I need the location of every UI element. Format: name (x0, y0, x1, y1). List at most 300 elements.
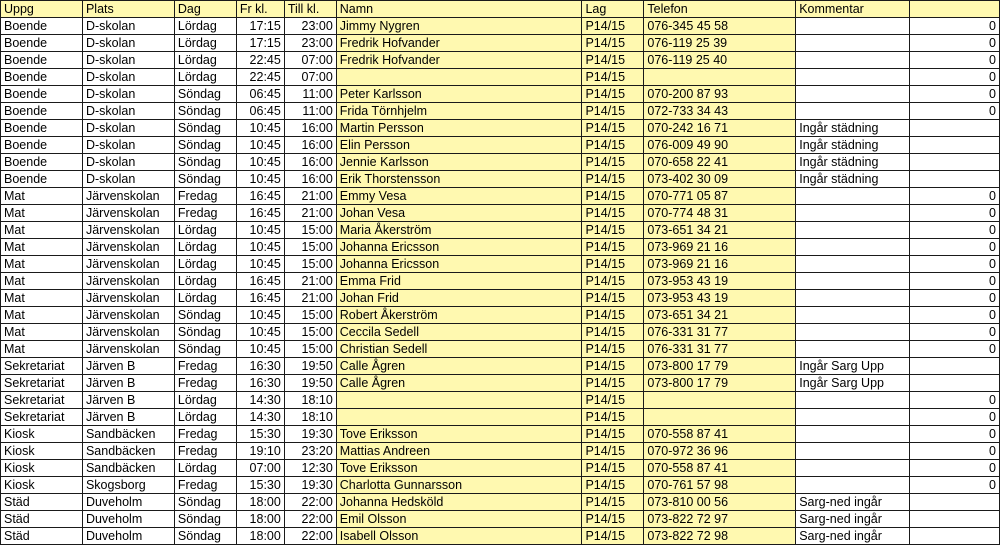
cell-dag[interactable]: Lördag (174, 460, 236, 477)
cell-lag[interactable]: P14/15 (582, 477, 644, 494)
cell-uppg[interactable]: Boende (1, 86, 83, 103)
cell-telefon[interactable]: 070-558 87 41 (644, 460, 796, 477)
cell-dag[interactable]: Fredag (174, 375, 236, 392)
cell-till-kl[interactable]: 18:10 (284, 409, 336, 426)
cell-till-kl[interactable]: 21:00 (284, 273, 336, 290)
cell-kommentar[interactable]: Ingår städning (796, 171, 910, 188)
cell-telefon[interactable] (644, 392, 796, 409)
cell-fr-kl[interactable]: 10:45 (236, 222, 284, 239)
cell-dag[interactable]: Söndag (174, 511, 236, 528)
cell-till-kl[interactable]: 15:00 (284, 256, 336, 273)
cell-dag[interactable]: Söndag (174, 494, 236, 511)
cell-dag[interactable]: Lördag (174, 18, 236, 35)
cell-namn[interactable]: Robert Åkerström (336, 307, 582, 324)
cell-telefon[interactable]: 070-771 05 87 (644, 188, 796, 205)
cell-kommentar[interactable] (796, 443, 910, 460)
cell-extra[interactable]: 0 (910, 35, 1000, 52)
cell-till-kl[interactable]: 11:00 (284, 103, 336, 120)
cell-telefon[interactable]: 070-242 16 71 (644, 120, 796, 137)
cell-fr-kl[interactable]: 10:45 (236, 256, 284, 273)
cell-plats[interactable]: Järvenskolan (82, 256, 174, 273)
cell-kommentar[interactable] (796, 222, 910, 239)
cell-fr-kl[interactable]: 18:00 (236, 528, 284, 545)
cell-plats[interactable]: D-skolan (82, 154, 174, 171)
cell-telefon[interactable]: 073-822 72 97 (644, 511, 796, 528)
cell-namn[interactable]: Johan Vesa (336, 205, 582, 222)
cell-extra[interactable]: 0 (910, 324, 1000, 341)
cell-kommentar[interactable]: Ingår Sarg Upp (796, 375, 910, 392)
cell-telefon[interactable]: 076-331 31 77 (644, 341, 796, 358)
cell-plats[interactable]: D-skolan (82, 86, 174, 103)
cell-namn[interactable]: Emmy Vesa (336, 188, 582, 205)
cell-namn[interactable] (336, 392, 582, 409)
cell-extra[interactable]: 0 (910, 443, 1000, 460)
cell-lag[interactable]: P14/15 (582, 375, 644, 392)
cell-plats[interactable]: D-skolan (82, 103, 174, 120)
cell-dag[interactable]: Söndag (174, 528, 236, 545)
cell-namn[interactable]: Tove Eriksson (336, 460, 582, 477)
cell-dag[interactable]: Söndag (174, 137, 236, 154)
cell-uppg[interactable]: Mat (1, 341, 83, 358)
cell-uppg[interactable]: Städ (1, 528, 83, 545)
cell-telefon[interactable]: 072-733 34 43 (644, 103, 796, 120)
cell-fr-kl[interactable]: 10:45 (236, 239, 284, 256)
cell-dag[interactable]: Fredag (174, 443, 236, 460)
cell-till-kl[interactable]: 19:30 (284, 477, 336, 494)
cell-namn[interactable]: Calle Ågren (336, 375, 582, 392)
cell-extra[interactable] (910, 154, 1000, 171)
cell-lag[interactable]: P14/15 (582, 222, 644, 239)
cell-extra[interactable] (910, 511, 1000, 528)
cell-fr-kl[interactable]: 10:45 (236, 341, 284, 358)
cell-extra[interactable]: 0 (910, 290, 1000, 307)
cell-till-kl[interactable]: 15:00 (284, 324, 336, 341)
cell-plats[interactable]: Järven B (82, 358, 174, 375)
cell-till-kl[interactable]: 23:00 (284, 35, 336, 52)
header-fr-kl[interactable]: Fr kl. (236, 1, 284, 18)
cell-lag[interactable]: P14/15 (582, 52, 644, 69)
cell-extra[interactable]: 0 (910, 205, 1000, 222)
cell-till-kl[interactable]: 11:00 (284, 86, 336, 103)
cell-fr-kl[interactable]: 14:30 (236, 392, 284, 409)
cell-lag[interactable]: P14/15 (582, 290, 644, 307)
header-empty[interactable] (910, 1, 1000, 18)
cell-kommentar[interactable] (796, 426, 910, 443)
cell-till-kl[interactable]: 16:00 (284, 137, 336, 154)
cell-lag[interactable]: P14/15 (582, 256, 644, 273)
cell-namn[interactable]: Tove Eriksson (336, 426, 582, 443)
cell-lag[interactable]: P14/15 (582, 409, 644, 426)
cell-plats[interactable]: Järvenskolan (82, 222, 174, 239)
cell-till-kl[interactable]: 19:30 (284, 426, 336, 443)
cell-dag[interactable]: Lördag (174, 273, 236, 290)
cell-dag[interactable]: Fredag (174, 188, 236, 205)
cell-extra[interactable]: 0 (910, 18, 1000, 35)
cell-extra[interactable]: 0 (910, 52, 1000, 69)
cell-kommentar[interactable] (796, 409, 910, 426)
cell-telefon[interactable]: 070-774 48 31 (644, 205, 796, 222)
cell-uppg[interactable]: Städ (1, 494, 83, 511)
cell-fr-kl[interactable]: 15:30 (236, 477, 284, 494)
cell-till-kl[interactable]: 23:00 (284, 18, 336, 35)
cell-extra[interactable]: 0 (910, 222, 1000, 239)
cell-namn[interactable]: Jimmy Nygren (336, 18, 582, 35)
cell-till-kl[interactable]: 15:00 (284, 341, 336, 358)
cell-lag[interactable]: P14/15 (582, 86, 644, 103)
cell-fr-kl[interactable]: 10:45 (236, 307, 284, 324)
cell-dag[interactable]: Lördag (174, 239, 236, 256)
cell-telefon[interactable]: 070-972 36 96 (644, 443, 796, 460)
cell-telefon[interactable]: 076-345 45 58 (644, 18, 796, 35)
cell-telefon[interactable]: 073-800 17 79 (644, 358, 796, 375)
cell-till-kl[interactable]: 12:30 (284, 460, 336, 477)
cell-lag[interactable]: P14/15 (582, 205, 644, 222)
cell-namn[interactable]: Mattias Andreen (336, 443, 582, 460)
cell-lag[interactable]: P14/15 (582, 307, 644, 324)
cell-till-kl[interactable]: 22:00 (284, 494, 336, 511)
cell-till-kl[interactable]: 21:00 (284, 188, 336, 205)
cell-plats[interactable]: Duveholm (82, 528, 174, 545)
cell-telefon[interactable] (644, 69, 796, 86)
cell-plats[interactable]: Järvenskolan (82, 290, 174, 307)
cell-namn[interactable]: Ceccila Sedell (336, 324, 582, 341)
cell-plats[interactable]: Sandbäcken (82, 460, 174, 477)
cell-telefon[interactable]: 073-402 30 09 (644, 171, 796, 188)
cell-extra[interactable]: 0 (910, 392, 1000, 409)
cell-dag[interactable]: Fredag (174, 426, 236, 443)
header-namn[interactable]: Namn (336, 1, 582, 18)
cell-fr-kl[interactable]: 16:45 (236, 188, 284, 205)
cell-till-kl[interactable]: 21:00 (284, 290, 336, 307)
cell-namn[interactable]: Christian Sedell (336, 341, 582, 358)
cell-namn[interactable]: Martin Persson (336, 120, 582, 137)
cell-lag[interactable]: P14/15 (582, 358, 644, 375)
cell-telefon[interactable]: 076-009 49 90 (644, 137, 796, 154)
cell-dag[interactable]: Söndag (174, 307, 236, 324)
cell-till-kl[interactable]: 21:00 (284, 205, 336, 222)
cell-namn[interactable]: Fredrik Hofvander (336, 35, 582, 52)
cell-kommentar[interactable] (796, 341, 910, 358)
cell-extra[interactable] (910, 120, 1000, 137)
cell-telefon[interactable]: 073-969 21 16 (644, 256, 796, 273)
cell-plats[interactable]: Duveholm (82, 511, 174, 528)
cell-uppg[interactable]: Boende (1, 35, 83, 52)
cell-kommentar[interactable] (796, 18, 910, 35)
cell-uppg[interactable]: Sekretariat (1, 392, 83, 409)
cell-lag[interactable]: P14/15 (582, 443, 644, 460)
cell-fr-kl[interactable]: 18:00 (236, 494, 284, 511)
cell-fr-kl[interactable]: 16:30 (236, 358, 284, 375)
cell-plats[interactable]: Järven B (82, 409, 174, 426)
cell-till-kl[interactable]: 22:00 (284, 511, 336, 528)
cell-fr-kl[interactable]: 16:30 (236, 375, 284, 392)
cell-extra[interactable] (910, 375, 1000, 392)
cell-plats[interactable]: D-skolan (82, 120, 174, 137)
cell-plats[interactable]: D-skolan (82, 171, 174, 188)
cell-dag[interactable]: Fredag (174, 205, 236, 222)
cell-extra[interactable] (910, 528, 1000, 545)
cell-kommentar[interactable] (796, 324, 910, 341)
cell-namn[interactable]: Erik Thorstensson (336, 171, 582, 188)
cell-fr-kl[interactable]: 06:45 (236, 86, 284, 103)
cell-fr-kl[interactable]: 07:00 (236, 460, 284, 477)
cell-telefon[interactable]: 073-953 43 19 (644, 273, 796, 290)
cell-telefon[interactable]: 070-200 87 93 (644, 86, 796, 103)
cell-namn[interactable]: Johanna Ericsson (336, 239, 582, 256)
cell-telefon[interactable] (644, 409, 796, 426)
cell-dag[interactable]: Lördag (174, 52, 236, 69)
cell-kommentar[interactable] (796, 477, 910, 494)
cell-namn[interactable]: Isabell Olsson (336, 528, 582, 545)
cell-till-kl[interactable]: 15:00 (284, 222, 336, 239)
cell-extra[interactable]: 0 (910, 188, 1000, 205)
header-telefon[interactable]: Telefon (644, 1, 796, 18)
header-uppg[interactable]: Uppg (1, 1, 83, 18)
cell-dag[interactable]: Lördag (174, 256, 236, 273)
cell-uppg[interactable]: Mat (1, 324, 83, 341)
cell-kommentar[interactable] (796, 35, 910, 52)
cell-fr-kl[interactable]: 16:45 (236, 273, 284, 290)
cell-uppg[interactable]: Mat (1, 290, 83, 307)
cell-extra[interactable] (910, 171, 1000, 188)
cell-telefon[interactable]: 076-119 25 39 (644, 35, 796, 52)
cell-fr-kl[interactable]: 22:45 (236, 69, 284, 86)
header-kommentar[interactable]: Kommentar (796, 1, 910, 18)
header-till-kl[interactable]: Till kl. (284, 1, 336, 18)
cell-lag[interactable]: P14/15 (582, 120, 644, 137)
cell-namn[interactable]: Fredrik Hofvander (336, 52, 582, 69)
cell-dag[interactable]: Lördag (174, 69, 236, 86)
cell-kommentar[interactable]: Sarg-ned ingår (796, 511, 910, 528)
cell-telefon[interactable]: 073-651 34 21 (644, 307, 796, 324)
cell-plats[interactable]: Skogsborg (82, 477, 174, 494)
cell-namn[interactable]: Peter Karlsson (336, 86, 582, 103)
cell-plats[interactable]: Järvenskolan (82, 341, 174, 358)
cell-dag[interactable]: Fredag (174, 477, 236, 494)
cell-plats[interactable]: Järvenskolan (82, 273, 174, 290)
cell-extra[interactable]: 0 (910, 341, 1000, 358)
cell-kommentar[interactable]: Ingår städning (796, 120, 910, 137)
cell-till-kl[interactable]: 16:00 (284, 154, 336, 171)
cell-extra[interactable] (910, 494, 1000, 511)
cell-kommentar[interactable]: Ingår städning (796, 154, 910, 171)
cell-extra[interactable]: 0 (910, 477, 1000, 494)
cell-lag[interactable]: P14/15 (582, 171, 644, 188)
cell-namn[interactable]: Frida Törnhjelm (336, 103, 582, 120)
cell-till-kl[interactable]: 19:50 (284, 358, 336, 375)
cell-fr-kl[interactable]: 17:15 (236, 18, 284, 35)
cell-uppg[interactable]: Mat (1, 256, 83, 273)
cell-uppg[interactable]: Boende (1, 52, 83, 69)
cell-plats[interactable]: Järvenskolan (82, 239, 174, 256)
cell-dag[interactable]: Söndag (174, 171, 236, 188)
cell-lag[interactable]: P14/15 (582, 239, 644, 256)
cell-fr-kl[interactable]: 17:15 (236, 35, 284, 52)
cell-plats[interactable]: Järvenskolan (82, 205, 174, 222)
cell-kommentar[interactable] (796, 103, 910, 120)
header-plats[interactable]: Plats (82, 1, 174, 18)
cell-uppg[interactable]: Kiosk (1, 460, 83, 477)
cell-uppg[interactable]: Mat (1, 273, 83, 290)
cell-extra[interactable]: 0 (910, 256, 1000, 273)
cell-fr-kl[interactable]: 10:45 (236, 171, 284, 188)
cell-lag[interactable]: P14/15 (582, 188, 644, 205)
cell-kommentar[interactable] (796, 52, 910, 69)
cell-uppg[interactable]: Kiosk (1, 426, 83, 443)
cell-telefon[interactable]: 076-331 31 77 (644, 324, 796, 341)
cell-lag[interactable]: P14/15 (582, 494, 644, 511)
cell-kommentar[interactable]: Ingår Sarg Upp (796, 358, 910, 375)
cell-kommentar[interactable] (796, 256, 910, 273)
cell-plats[interactable]: D-skolan (82, 52, 174, 69)
cell-dag[interactable]: Fredag (174, 358, 236, 375)
cell-fr-kl[interactable]: 10:45 (236, 137, 284, 154)
cell-lag[interactable]: P14/15 (582, 18, 644, 35)
cell-fr-kl[interactable]: 10:45 (236, 324, 284, 341)
cell-fr-kl[interactable]: 18:00 (236, 511, 284, 528)
cell-lag[interactable]: P14/15 (582, 69, 644, 86)
cell-uppg[interactable]: Boende (1, 18, 83, 35)
cell-telefon[interactable]: 073-810 00 56 (644, 494, 796, 511)
cell-uppg[interactable]: Boende (1, 171, 83, 188)
cell-extra[interactable]: 0 (910, 239, 1000, 256)
cell-telefon[interactable]: 073-651 34 21 (644, 222, 796, 239)
cell-kommentar[interactable] (796, 188, 910, 205)
cell-plats[interactable]: Järvenskolan (82, 188, 174, 205)
cell-kommentar[interactable] (796, 307, 910, 324)
cell-extra[interactable]: 0 (910, 86, 1000, 103)
cell-extra[interactable]: 0 (910, 69, 1000, 86)
cell-plats[interactable]: Järven B (82, 375, 174, 392)
cell-till-kl[interactable]: 18:10 (284, 392, 336, 409)
cell-extra[interactable]: 0 (910, 426, 1000, 443)
cell-uppg[interactable]: Boende (1, 103, 83, 120)
cell-extra[interactable]: 0 (910, 307, 1000, 324)
cell-dag[interactable]: Söndag (174, 154, 236, 171)
cell-kommentar[interactable] (796, 69, 910, 86)
cell-uppg[interactable]: Mat (1, 222, 83, 239)
cell-uppg[interactable]: Sekretariat (1, 409, 83, 426)
cell-till-kl[interactable]: 22:00 (284, 528, 336, 545)
cell-uppg[interactable]: Kiosk (1, 443, 83, 460)
cell-extra[interactable]: 0 (910, 460, 1000, 477)
cell-uppg[interactable]: Mat (1, 188, 83, 205)
cell-fr-kl[interactable]: 19:10 (236, 443, 284, 460)
cell-fr-kl[interactable]: 06:45 (236, 103, 284, 120)
cell-uppg[interactable]: Sekretariat (1, 375, 83, 392)
cell-kommentar[interactable] (796, 460, 910, 477)
cell-plats[interactable]: Järvenskolan (82, 307, 174, 324)
cell-extra[interactable] (910, 137, 1000, 154)
cell-telefon[interactable]: 073-969 21 16 (644, 239, 796, 256)
cell-uppg[interactable]: Boende (1, 137, 83, 154)
cell-lag[interactable]: P14/15 (582, 426, 644, 443)
cell-lag[interactable]: P14/15 (582, 154, 644, 171)
cell-lag[interactable]: P14/15 (582, 273, 644, 290)
cell-uppg[interactable]: Boende (1, 69, 83, 86)
cell-kommentar[interactable]: Sarg-ned ingår (796, 528, 910, 545)
cell-namn[interactable]: Charlotta Gunnarsson (336, 477, 582, 494)
cell-extra[interactable] (910, 358, 1000, 375)
cell-till-kl[interactable]: 16:00 (284, 171, 336, 188)
cell-uppg[interactable]: Mat (1, 205, 83, 222)
cell-plats[interactable]: D-skolan (82, 137, 174, 154)
cell-telefon[interactable]: 073-822 72 98 (644, 528, 796, 545)
cell-uppg[interactable]: Städ (1, 511, 83, 528)
cell-fr-kl[interactable]: 10:45 (236, 120, 284, 137)
cell-kommentar[interactable] (796, 392, 910, 409)
cell-lag[interactable]: P14/15 (582, 35, 644, 52)
cell-uppg[interactable]: Boende (1, 120, 83, 137)
cell-lag[interactable]: P14/15 (582, 392, 644, 409)
cell-fr-kl[interactable]: 10:45 (236, 154, 284, 171)
cell-plats[interactable]: Järven B (82, 392, 174, 409)
cell-dag[interactable]: Söndag (174, 324, 236, 341)
cell-uppg[interactable]: Boende (1, 154, 83, 171)
cell-telefon[interactable]: 073-953 43 19 (644, 290, 796, 307)
cell-till-kl[interactable]: 16:00 (284, 120, 336, 137)
cell-lag[interactable]: P14/15 (582, 137, 644, 154)
cell-till-kl[interactable]: 15:00 (284, 239, 336, 256)
cell-fr-kl[interactable]: 16:45 (236, 205, 284, 222)
cell-lag[interactable]: P14/15 (582, 341, 644, 358)
cell-dag[interactable]: Lördag (174, 392, 236, 409)
cell-kommentar[interactable] (796, 86, 910, 103)
cell-lag[interactable]: P14/15 (582, 511, 644, 528)
header-dag[interactable]: Dag (174, 1, 236, 18)
cell-telefon[interactable]: 073-800 17 79 (644, 375, 796, 392)
cell-lag[interactable]: P14/15 (582, 324, 644, 341)
cell-extra[interactable]: 0 (910, 409, 1000, 426)
cell-till-kl[interactable]: 15:00 (284, 307, 336, 324)
cell-plats[interactable]: Sandbäcken (82, 426, 174, 443)
cell-plats[interactable]: D-skolan (82, 69, 174, 86)
cell-lag[interactable]: P14/15 (582, 528, 644, 545)
cell-kommentar[interactable] (796, 290, 910, 307)
cell-dag[interactable]: Söndag (174, 103, 236, 120)
cell-till-kl[interactable]: 07:00 (284, 52, 336, 69)
cell-plats[interactable]: Sandbäcken (82, 443, 174, 460)
cell-namn[interactable]: Johanna Ericsson (336, 256, 582, 273)
cell-namn[interactable]: Calle Ågren (336, 358, 582, 375)
cell-kommentar[interactable]: Sarg-ned ingår (796, 494, 910, 511)
cell-till-kl[interactable]: 19:50 (284, 375, 336, 392)
cell-uppg[interactable]: Kiosk (1, 477, 83, 494)
cell-telefon[interactable]: 070-761 57 98 (644, 477, 796, 494)
cell-dag[interactable]: Söndag (174, 86, 236, 103)
cell-namn[interactable] (336, 69, 582, 86)
cell-lag[interactable]: P14/15 (582, 460, 644, 477)
cell-namn[interactable]: Johanna Hedsköld (336, 494, 582, 511)
header-lag[interactable]: Lag (582, 1, 644, 18)
cell-namn[interactable]: Emil Olsson (336, 511, 582, 528)
cell-uppg[interactable]: Mat (1, 307, 83, 324)
cell-namn[interactable]: Elin Persson (336, 137, 582, 154)
cell-uppg[interactable]: Mat (1, 239, 83, 256)
cell-extra[interactable]: 0 (910, 273, 1000, 290)
cell-dag[interactable]: Söndag (174, 120, 236, 137)
cell-dag[interactable]: Lördag (174, 409, 236, 426)
cell-telefon[interactable]: 070-658 22 41 (644, 154, 796, 171)
cell-fr-kl[interactable]: 15:30 (236, 426, 284, 443)
cell-fr-kl[interactable]: 16:45 (236, 290, 284, 307)
cell-kommentar[interactable] (796, 205, 910, 222)
cell-dag[interactable]: Söndag (174, 341, 236, 358)
cell-plats[interactable]: Duveholm (82, 494, 174, 511)
cell-namn[interactable]: Emma Frid (336, 273, 582, 290)
cell-dag[interactable]: Lördag (174, 290, 236, 307)
cell-kommentar[interactable]: Ingår städning (796, 137, 910, 154)
